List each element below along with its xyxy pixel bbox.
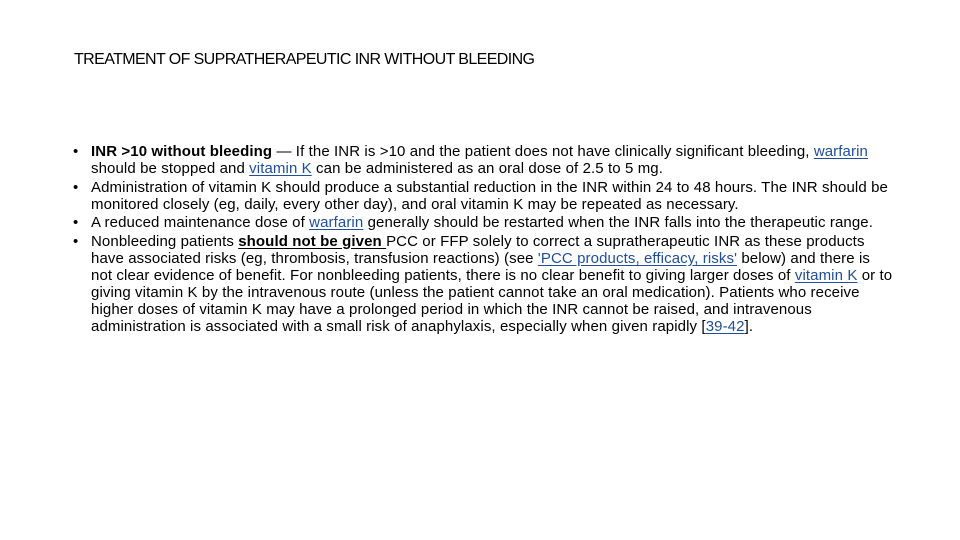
bullet-text: can be administered as an oral dose of 2.5 to 5 mg. (311, 160, 664, 177)
bullet-icon: • (73, 178, 79, 196)
bullet-text: generally should be restarted when the INR falls into the therapeutic range. (363, 214, 873, 231)
emphasis-text: should not be given (238, 232, 387, 250)
bullet-text: — If the INR is >10 and the patient does not have clinically significant bleeding, (272, 143, 814, 160)
bullet-text: or to giving vitamin K by the intravenous route (unless the patient cannot take an oral medication). Patients who receive higher doses of vitamin K may have a prolonged period in which the INR cannot be raised, and intravenous administration is associated with a small risk of anaphylaxis, especially when given rapidly [ (91, 266, 893, 335)
bullet-text: PCC or FFP solely to correct a supratherapeutic INR as these products have associated risks (eg, thrombosis, transfusion reactions) (see (91, 232, 865, 267)
bullet-text: Nonbleeding patients (91, 232, 239, 250)
vitamin-k-link[interactable]: vitamin K (794, 266, 858, 284)
vitamin-k-link[interactable]: vitamin K (249, 160, 312, 177)
bullet-text: ]. (744, 317, 754, 335)
warfarin-link[interactable]: warfarin (309, 214, 364, 231)
slide-title: TREATMENT OF SUPRATHERAPEUTIC INR WITHOUT BLEEDING (74, 51, 535, 68)
bullet-icon: • (73, 214, 79, 231)
bullet-icon: • (73, 232, 79, 250)
bullet-text: A reduced maintenance dose of (91, 214, 310, 231)
pcc-products-link[interactable]: 'PCC products, efficacy, risks' (537, 249, 738, 267)
bullet-item (73, 233, 895, 335)
bullet-lead: INR >10 without bleeding (91, 143, 273, 160)
bullet-item (73, 179, 895, 213)
bullet-text: should be stopped and (91, 160, 250, 177)
bullet-text: below) and there is not clear evidence of benefit. For nonbleeding patients, there is no clear benefit to giving larger doses of (91, 249, 870, 284)
reference-link[interactable]: 39-42 (705, 317, 745, 335)
warfarin-link[interactable]: warfarin (813, 143, 868, 160)
bullet-icon: • (73, 143, 79, 160)
bullet-item (73, 214, 895, 231)
bullet-item (73, 143, 895, 177)
bullet-text: Administration of vitamin K should produce a substantial reduction in the INR within 24 to 48 hours. The INR should be monitored closely (eg, daily, every other day), and oral vitamin K may be repeated as necessary. (91, 178, 888, 213)
bullet-list (73, 143, 895, 335)
